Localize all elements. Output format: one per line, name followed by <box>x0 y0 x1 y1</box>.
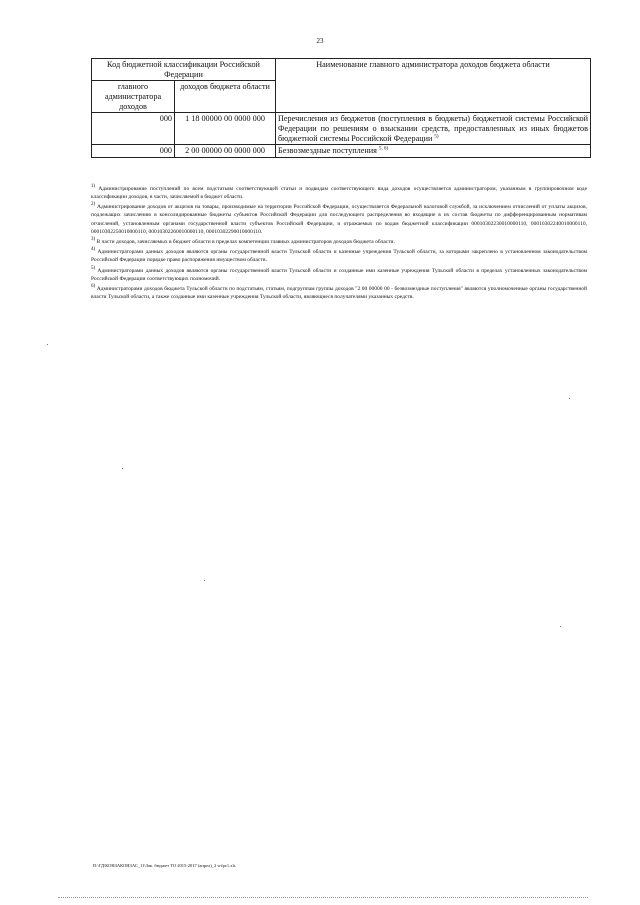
row-name-cell <box>276 113 591 145</box>
footnote-text: Администрирование поступлений по всем подстатьям соответствующей статьи и подвидам соответствующего вида доходов осуществляется администратором, указанным в группировочном коде классификации доходов, в части, зачисляемой в бюджет области. <box>91 185 588 201</box>
footnote <box>91 265 587 283</box>
footnote <box>91 236 587 246</box>
footnote-text: Администраторами данных доходов являются органы государственной власти Тульской области и созданные ими казенные учреждения Тульской области в пределах установленных законодательством Российской Федерации соответствующих полномочий. <box>91 267 588 282</box>
row-admin-code: 000 <box>92 145 175 158</box>
footnote <box>91 201 587 236</box>
table-header-row-top <box>92 59 591 81</box>
table-row <box>92 113 591 145</box>
row-name: Перечисления из бюджетов (поступления в бюджеты) бюджетной системы Российской Федерации по решениям о взыскании средств, предоставленных из иных бюджетов бюджетной системы Российской Федерации <box>278 114 588 143</box>
page-number: 23 <box>316 37 324 45</box>
footnote-mark: 5) <box>91 265 96 271</box>
footnote-mark: 2) <box>91 202 96 208</box>
scan-speck <box>122 468 123 469</box>
footnote-text: В части доходов, зачисляемых в бюджет области в пределах компетенции главных администраторов доходов бюджета области. <box>96 238 395 245</box>
footnote-text: Администраторами данных доходов являются органы государственной власти Тульской области и казенные учреждения Тульской области, за которыми закреплено в установленном законодательством Российской Федерации порядке право распоряжения имуществом области. <box>91 249 587 264</box>
footnotes <box>91 183 587 301</box>
row-footnote-ref: 5) <box>434 133 439 139</box>
scan-speck <box>569 398 570 399</box>
row-income-code: 2 00 00000 00 0000 000 <box>175 145 276 158</box>
row-footnote-ref: 5, 6) <box>378 146 389 152</box>
row-admin-code: 000 <box>92 113 175 145</box>
income-codes-table <box>91 58 591 158</box>
header-income-code: доходов бюджета области <box>175 81 276 113</box>
header-kbk-group: Код бюджетной классификации Российской Федерации <box>92 59 276 81</box>
header-admin-name: Наименование главного администратора доходов бюджета области <box>276 59 591 113</box>
footnote <box>91 183 587 201</box>
table-row <box>92 145 591 158</box>
scan-speck <box>204 580 205 581</box>
scan-bottom-edge <box>58 897 588 899</box>
row-name: Безвозмездные поступления <box>278 146 377 156</box>
footnote <box>91 246 587 264</box>
footnote-text: Администрирование доходов от акцизов на товары, производимые на территории Российской Федерации, осуществляется Федеральной налоговой службой, за исключением отчислений от уплаты акцизов, подлежащих зачислению в консолидированные бюджеты субъектов Российской Федерации для последующего распределения во входящие в их состав бюджеты по дифференцированным нормативам отчислений, установленным органами государственной власти субъектов Российской Федерации, и отражаемых по кодам бюджетной классификации 00010302230010000110, 00010302240010000110, 00010302250010000110, 00010302260010000110, 00010302290010000110. <box>91 204 587 235</box>
row-income-code: 1 18 00000 00 0000 000 <box>175 113 276 145</box>
scan-speck <box>560 626 561 627</box>
scan-speck <box>47 344 48 345</box>
row-name-cell <box>276 145 591 158</box>
footnote-mark: 3) <box>91 237 96 243</box>
footnote-mark: 1) <box>91 184 96 189</box>
footnote <box>91 283 587 301</box>
footnote-mark: 4) <box>91 247 96 253</box>
footnote-mark: 6) <box>91 283 96 289</box>
footnote-text: Администраторами доходов бюджета Тульской области по подстатьям, статьям, подгруппам группы доходов "2 00 00000 00 - безвозмездные поступления" являются уполномоченные органы государственной власти Тульской области, а также созданные ими казенные учреждения Тульской области, являющиеся получателями указанных средств. <box>91 285 587 300</box>
header-admin-code: главного администратора доходов <box>92 81 175 113</box>
footer-file-path: D:\ГД\КОНЗАКОНЗАС_11\Зак. бюджет ТО 2015-2017 (апрел)_2 wt\pr1.xls <box>93 863 236 868</box>
